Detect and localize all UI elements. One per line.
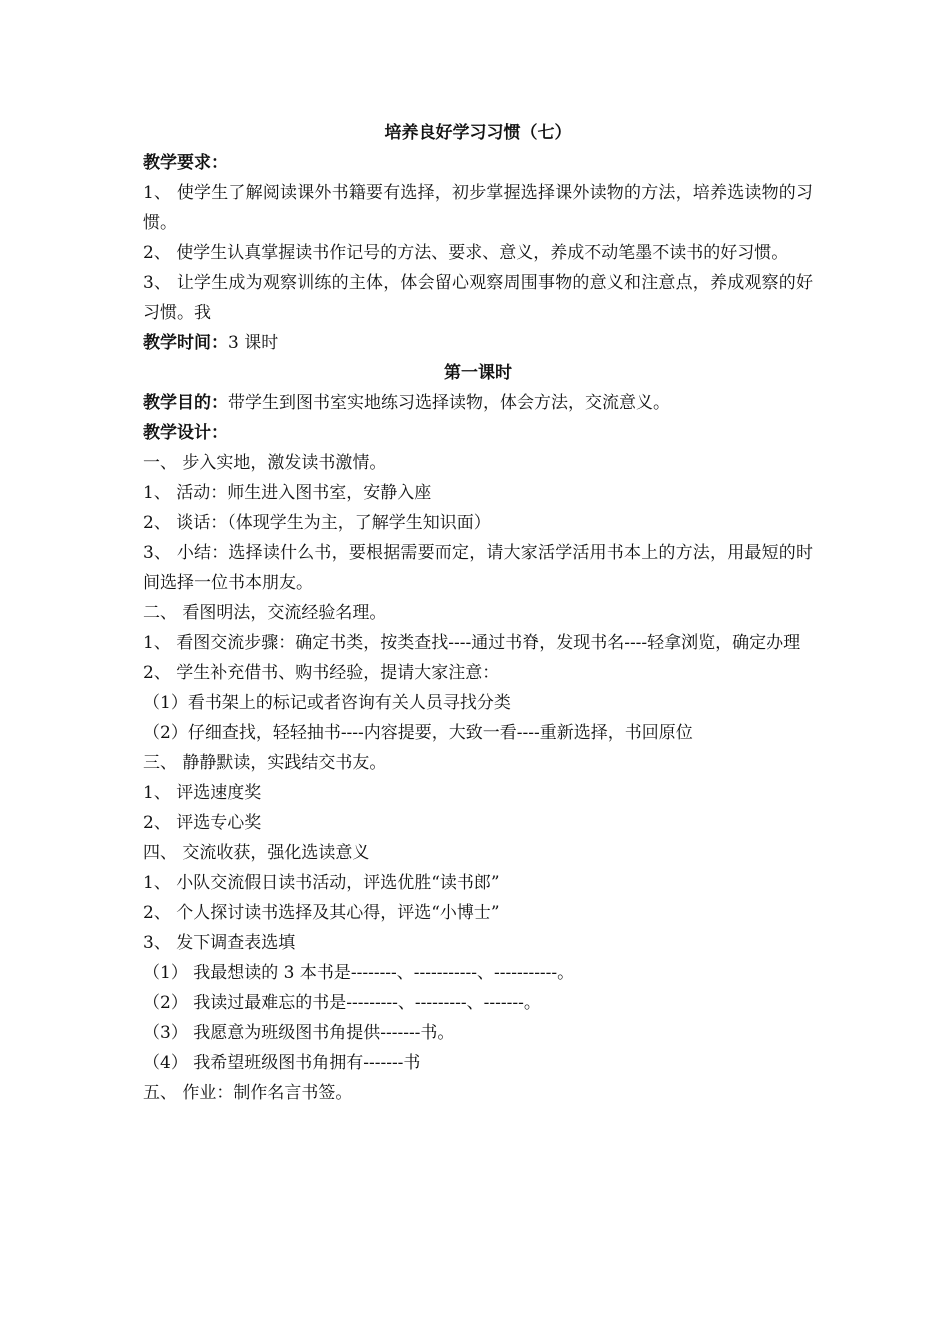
teaching-aim-value: 带学生到图书室实地练习选择读物，体会方法，交流意义。	[228, 393, 670, 413]
requirement-2: 2、 使学生认真掌握读书作记号的方法、要求、意义，养成不动笔墨不读书的好习惯。	[143, 243, 789, 263]
section-1-item-1: 1、 活动：师生进入图书室，安静入座	[143, 483, 432, 503]
section-2-item-1: 1、 看图交流步骤：确定书类，按类查找----通过书脊，发现书名----轻拿浏览，确定办理	[143, 633, 801, 653]
survey-question-2: （2） 我读过最难忘的书是---------、---------、-------。	[143, 993, 541, 1013]
survey-question-3: （3） 我愿意为班级图书角提供-------书。	[143, 1023, 455, 1043]
teaching-time-label: 教学时间：	[143, 333, 228, 353]
survey-question-1: （1） 我最想读的 3 本书是--------、-----------、-----------。	[143, 963, 575, 983]
section-5: 五、 作业：制作名言书签。	[143, 1083, 353, 1103]
survey-question-4: （4） 我希望班级图书角拥有-------书	[143, 1053, 421, 1073]
section-1: 一、 步入实地，激发读书激情。	[143, 453, 387, 473]
document-page	[143, 118, 813, 1108]
teaching-time-value: 3 课时	[228, 333, 279, 353]
requirements-heading: 教学要求：	[143, 153, 228, 173]
document-title: 培养良好学习习惯（七）	[384, 123, 572, 143]
section-1-item-2: 2、 谈话：（体现学生为主，了解学生知识面）	[143, 513, 491, 533]
lesson-one-heading: 第一课时	[444, 363, 512, 383]
section-4: 四、 交流收获，强化选读意义	[143, 843, 370, 863]
teaching-design-heading: 教学设计：	[143, 423, 228, 443]
section-3: 三、 静静默读，实践结交书友。	[143, 753, 387, 773]
teaching-aim-label: 教学目的：	[143, 393, 228, 413]
section-3-item-2: 2、 评选专心奖	[143, 813, 262, 833]
section-4-item-2: 2、 个人探讨读书选择及其心得，评选“小博士”	[143, 903, 500, 923]
section-2-item-2: 2、 学生补充借书、购书经验，提请大家注意：	[143, 663, 500, 683]
section-2-item-2a: （1）看书架上的标记或者咨询有关人员寻找分类	[143, 693, 511, 713]
requirement-1: 1、 使学生了解阅读课外书籍要有选择，初步掌握选择课外读物的方法，培养选读物的习惯。	[143, 183, 813, 233]
teaching-time	[143, 328, 813, 358]
section-3-item-1: 1、 评选速度奖	[143, 783, 262, 803]
section-4-item-1: 1、 小队交流假日读书活动，评选优胜“读书郎”	[143, 873, 500, 893]
section-1-item-3: 3、 小结：选择读什么书，要根据需要而定，请大家活学活用书本上的方法，用最短的时间选择一位书本朋友。	[143, 543, 813, 593]
section-2-item-2b: （2）仔细查找，轻轻抽书----内容提要，大致一看----重新选择，书回原位	[143, 723, 693, 743]
requirement-3: 3、 让学生成为观察训练的主体，体会留心观察周围事物的意义和注意点，养成观察的好习惯。我	[143, 273, 813, 323]
section-2: 二、 看图明法，交流经验名理。	[143, 603, 387, 623]
section-4-item-3: 3、 发下调查表选填	[143, 933, 296, 953]
teaching-aim	[143, 388, 813, 418]
